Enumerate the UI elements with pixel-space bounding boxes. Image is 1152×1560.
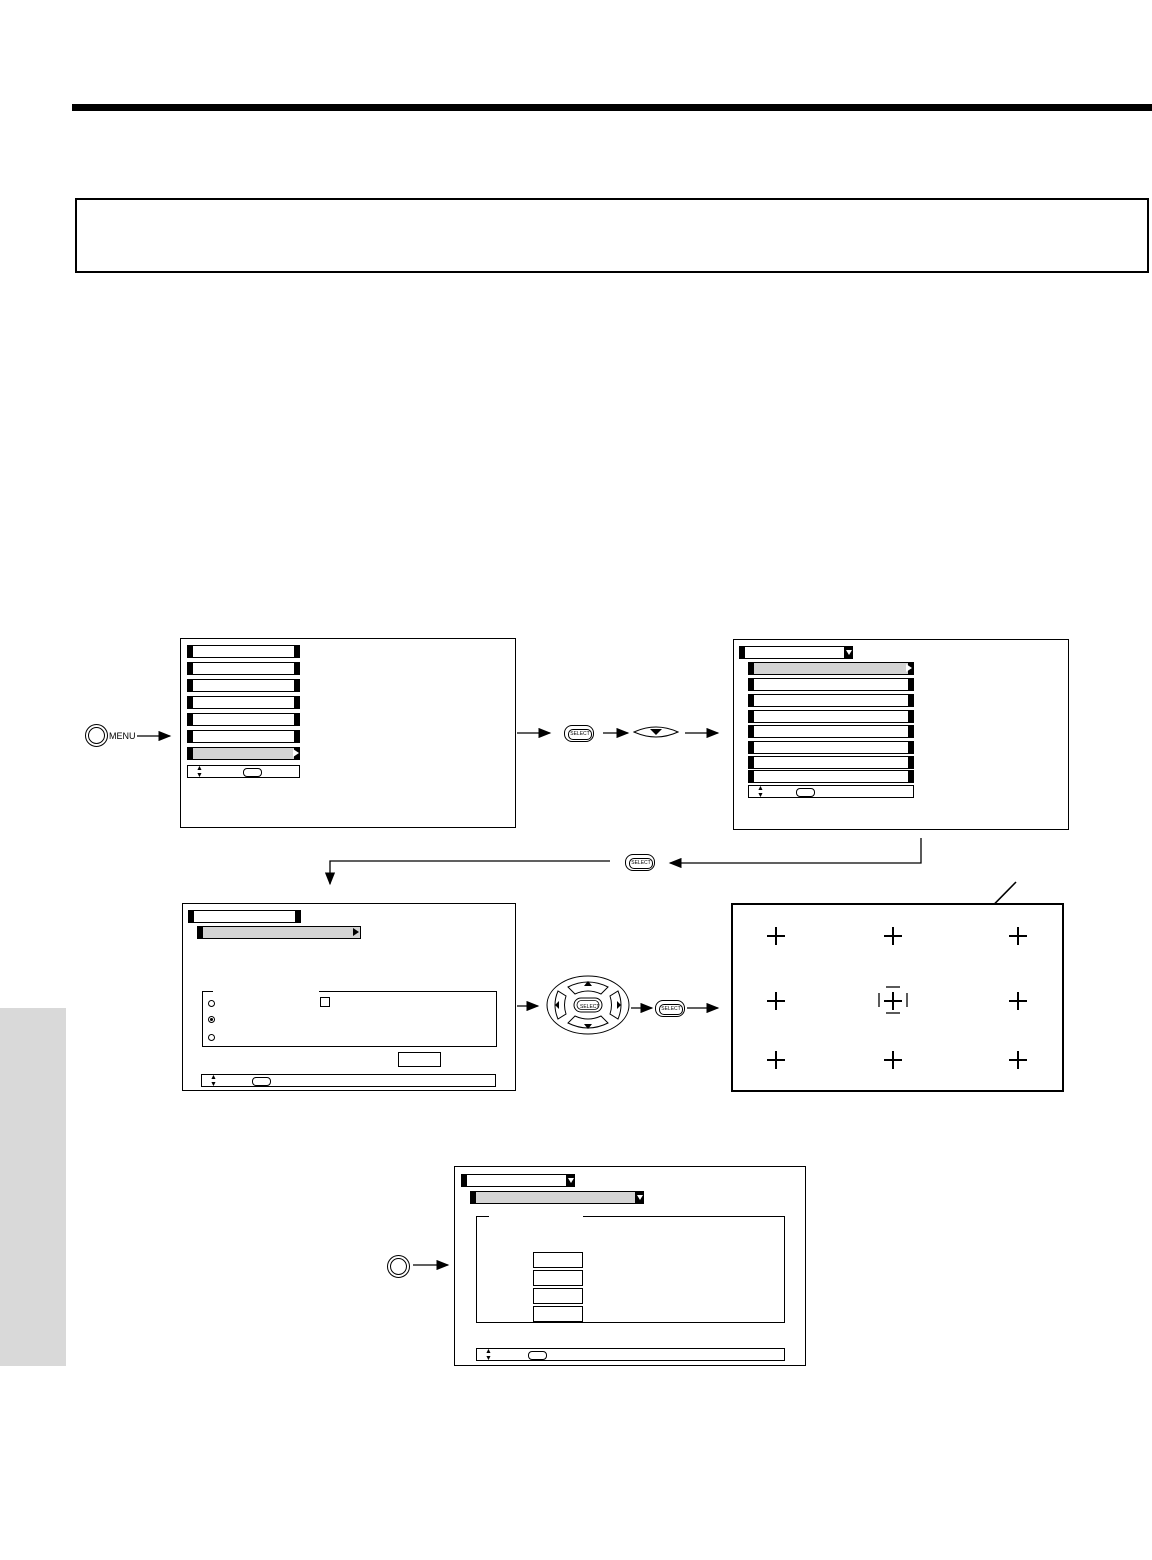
up-down-icon: ▲ ▼ <box>196 765 203 779</box>
menu-title-dropdown[interactable] <box>739 646 853 659</box>
crosshair-icon <box>767 1051 785 1069</box>
pad-select-label: SELECT <box>580 1004 600 1010</box>
menu-item[interactable] <box>187 696 300 709</box>
select-button-label: SELECT <box>568 729 592 740</box>
option-group <box>202 991 497 1047</box>
select-button-label: SELECT <box>659 1004 683 1015</box>
crosshair-icon <box>767 927 785 945</box>
select-button-label: SELECT <box>629 858 653 869</box>
screen-adjust-values <box>454 1166 806 1366</box>
checkbox[interactable] <box>320 997 330 1007</box>
menu-title-bar <box>188 910 301 923</box>
screen-options <box>182 903 516 1091</box>
nav-hint-bar <box>201 1074 496 1087</box>
menu-item[interactable] <box>187 679 300 692</box>
up-down-icon: ▲ ▼ <box>210 1074 217 1088</box>
menu-item-selected[interactable] <box>187 747 300 760</box>
down-arrow-button-icon[interactable] <box>633 724 679 742</box>
screen-sub-menu <box>733 639 1069 830</box>
active-marker-brackets <box>876 984 910 1016</box>
crosshair-icon <box>884 927 902 945</box>
submenu-item[interactable] <box>748 694 914 707</box>
select-key-icon <box>796 788 815 797</box>
chevron-right-icon <box>906 664 912 672</box>
chevron-right-icon <box>353 928 359 936</box>
up-down-icon: ▲ ▼ <box>485 1348 492 1362</box>
up-down-icon: ▲ ▼ <box>757 785 764 799</box>
submenu-title-dropdown[interactable] <box>470 1191 644 1204</box>
nav-hint-bar <box>187 765 300 778</box>
chevron-down-icon <box>844 646 853 659</box>
select-button-icon[interactable] <box>625 854 655 871</box>
crosshair-icon <box>1009 1051 1027 1069</box>
crosshair-icon <box>884 1051 902 1069</box>
menu-item[interactable] <box>187 645 300 658</box>
value-group <box>476 1216 785 1323</box>
submenu-item[interactable] <box>748 741 914 754</box>
submenu-title-bar <box>197 926 361 939</box>
select-key-icon <box>252 1077 271 1086</box>
crosshair-icon <box>1009 927 1027 945</box>
menu-button-icon[interactable] <box>85 724 108 747</box>
menu-item[interactable] <box>187 730 300 743</box>
submenu-item[interactable] <box>748 710 914 723</box>
nav-hint-bar <box>748 785 914 798</box>
menu-button-label: MENU <box>109 731 136 741</box>
select-button-icon[interactable] <box>564 725 594 742</box>
menu-title-dropdown[interactable] <box>461 1174 575 1187</box>
value-field[interactable] <box>533 1252 583 1268</box>
submenu-item[interactable] <box>748 756 914 769</box>
select-key-icon <box>528 1351 547 1360</box>
submenu-item[interactable] <box>748 725 914 738</box>
menu-item[interactable] <box>187 713 300 726</box>
action-button[interactable] <box>398 1052 441 1067</box>
chevron-down-icon <box>635 1191 644 1204</box>
scroll-more-icon: ≡ <box>901 771 906 780</box>
select-key-icon <box>243 768 262 777</box>
remote-button-icon[interactable] <box>387 1255 410 1278</box>
radio-option[interactable] <box>208 1000 215 1007</box>
radio-option-selected[interactable] <box>208 1016 215 1023</box>
chevron-right-icon <box>293 749 299 757</box>
group-title-gap <box>213 990 319 993</box>
chevron-down-icon <box>566 1174 575 1187</box>
select-button-icon[interactable] <box>655 1000 685 1017</box>
value-field[interactable] <box>533 1288 583 1304</box>
menu-item[interactable] <box>187 662 300 675</box>
value-field[interactable] <box>533 1306 583 1322</box>
crosshair-icon <box>1009 992 1027 1010</box>
value-field[interactable] <box>533 1270 583 1286</box>
screen-main-menu <box>180 638 516 828</box>
crosshair-icon <box>767 992 785 1010</box>
nav-hint-bar <box>476 1348 785 1361</box>
submenu-item[interactable] <box>748 770 914 783</box>
submenu-item[interactable] <box>748 678 914 691</box>
radio-option[interactable] <box>208 1034 215 1041</box>
group-title-gap <box>489 1215 583 1218</box>
submenu-item-selected[interactable] <box>748 662 914 675</box>
